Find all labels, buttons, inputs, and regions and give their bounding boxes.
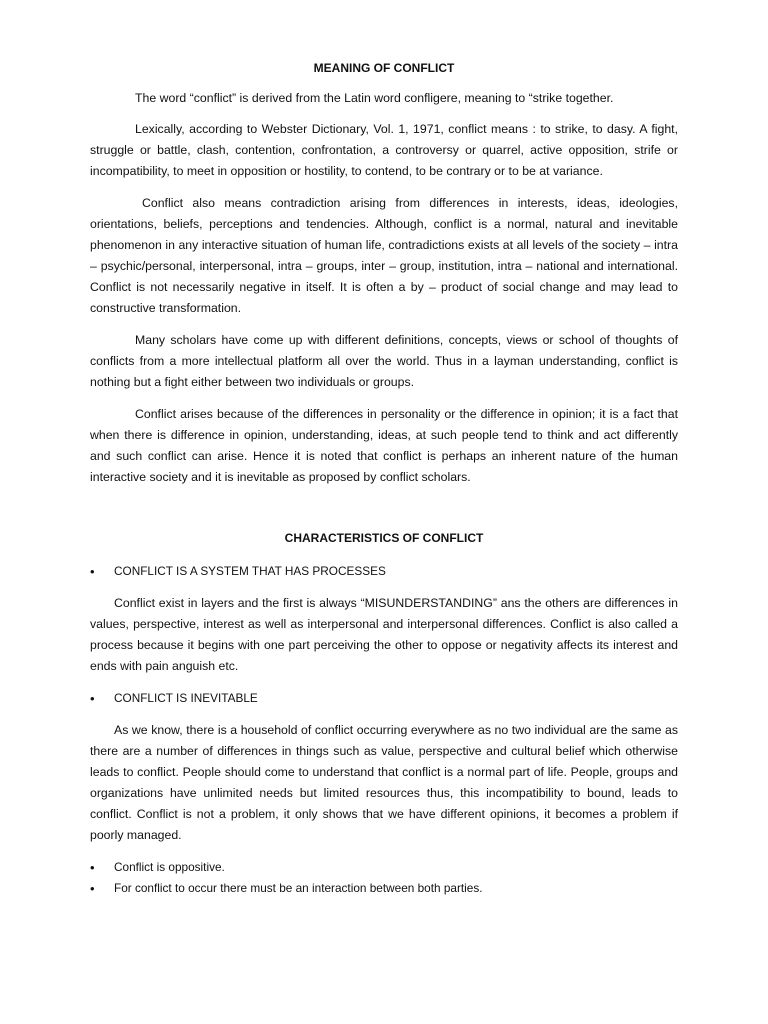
section-title: CHARACTERISTICS OF CONFLICT [284,531,484,545]
paragraph-system-processes: Conflict exist in layers and the first is always “MISUNDERSTANDING” ans the others are differences in values, perspective, interest as well as interpersonal and interpersonal differences. Conflict is also called a process because it begins with one part perceiving the other to oppose or negativity affects its interest and ends with pain anguish etc. [90,596,678,673]
paragraph-lexical-definition: Lexically, according to Webster Dictionary, Vol. 1, 1971, conflict means : to strike, to dasy. A fight, struggle or battle, clash, contention, confrontation, a controversy or quarrel, active opposition, strife or incompatibility, to meet in opposition or hostility, to contend, to be contrary or to be at variance. [90,122,678,178]
bullet-label: CONFLICT IS INEVITABLE [114,691,258,705]
bullet-icon: • [90,881,95,896]
document-page [90,58,678,899]
document-title: MEANING OF CONFLICT [313,61,455,75]
bullet-item [90,878,678,899]
bullet-label: For conflict to occur there must be an interaction between both parties. [114,881,483,895]
bullet-list-2 [90,688,678,709]
paragraph-inevitable: As we know, there is a household of conflict occurring everywhere as no two individual are the same as there are a number of differences in things such as value, perspective and cultural belief which otherwise leads to conflict. People should come to understand that conflict is a normal part of life. People, groups and organizations have unlimited needs but limited resources thus, this incompatibility to bound, leads to conflict. Conflict is not a problem, it only shows that we have different opinions, it becomes a problem if poorly managed. [90,723,678,842]
bullet-icon: • [90,564,95,579]
bullet-label: Conflict is oppositive. [114,860,225,874]
paragraph-scholars: Many scholars have come up with different definitions, concepts, views or school of thoughts of conflicts from a more intellectual platform all over the world. Thus in a layman understanding, conflict is nothing but a fight either between two individuals or groups. [90,333,678,389]
bullet-item [90,561,678,582]
bullet-item [90,688,678,709]
bullet-list-3 [90,857,678,899]
paragraph-contradiction: Conflict also means contradiction arising from differences in interests, ideas, ideologies, orientations, beliefs, perceptions and tendencies. Although, conflict is a normal, natural and inevitable phenomenon in any interactive situation of human life, contradictions exists at all levels of the society – intra – psychic/personal, interpersonal, intra – groups, inter – group, institution, intra – national and international. Conflict is not necessarily negative in itself. It is often a by – product of social change and may lead to constructive transformation. [90,196,678,315]
bullet-list-1 [90,561,678,582]
paragraph-conflict-arises: Conflict arises because of the differences in personality or the difference in opinion; it is a fact that when there is difference in opinion, understanding, ideas, at such people tend to think and act differently and such conflict can arise. Hence it is noted that conflict is perhaps an inherent nature of the human interactive society and it is inevitable as proposed by conflict scholars. [90,407,678,484]
bullet-label: CONFLICT IS A SYSTEM THAT HAS PROCESSES [114,564,386,578]
bullet-item [90,857,678,878]
bullet-icon: • [90,691,95,706]
bullet-icon: • [90,860,95,875]
intro-paragraph: The word “conflict” is derived from the Latin word confligere, meaning to “strike together. [135,91,614,105]
